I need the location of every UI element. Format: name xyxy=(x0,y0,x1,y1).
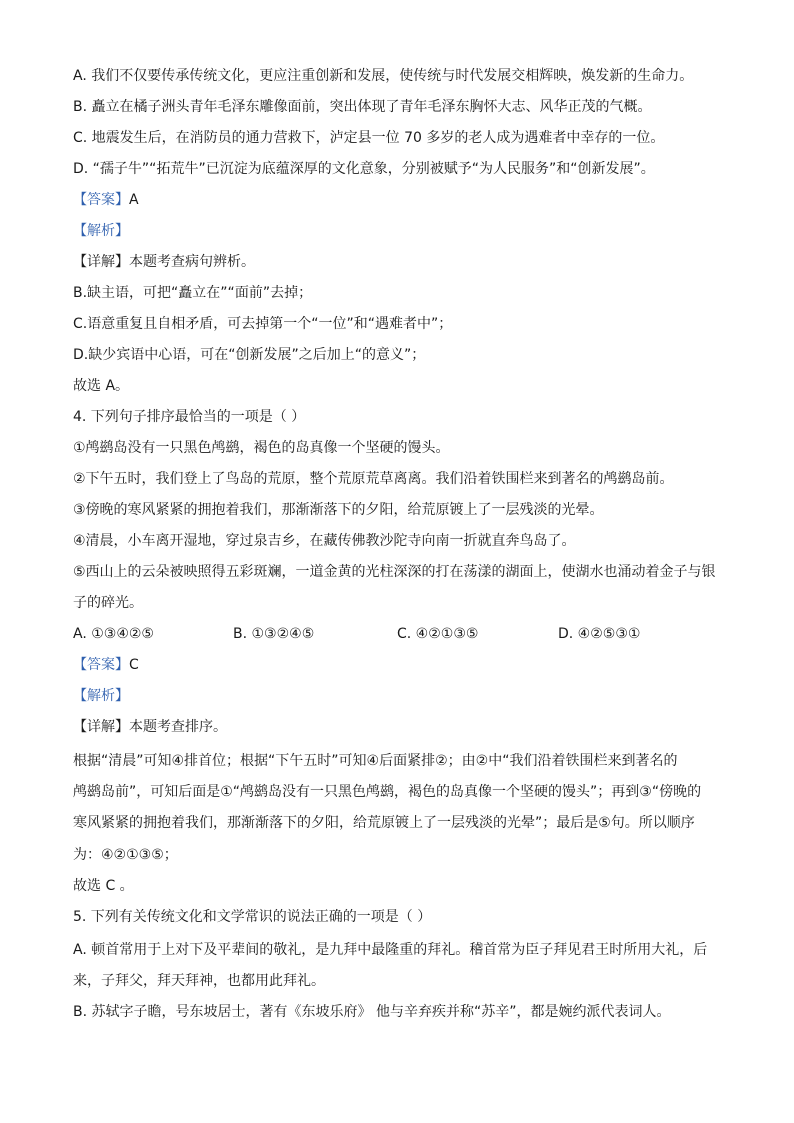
q4-sentence-3: ③傍晚的寒风紧紧的拥抱着我们，那渐渐落下的夕阳，给荒原镀上了一层残淡的光晕。 xyxy=(73,502,604,518)
q4-option-a: A. ①③④②⑤ xyxy=(73,626,154,642)
q4-detail-line1: 根据“清晨”可知④排首位；根据“下午五时”可知④后面紧排②；由②中“我们沿着铁围栏来到著名的 xyxy=(73,753,678,769)
q4-detail-line4: 为：④②①③⑤； xyxy=(73,847,178,863)
q4-detail-line3: 寒风紧紧的拥抱着我们，那渐渐落下的夕阳，给荒原镀上了一层残淡的光晕”；最后是⑤句。所以顺序 xyxy=(73,815,695,831)
q5-option-b: B. 苏轼字子瞻，号东坡居士，著有《东坡乐府》 他与辛弃疾并称“苏辛”，都是婉约派代表词人。 xyxy=(73,1004,671,1020)
q5-option-a-line1: A. 顿首常用于上对下及平辈间的敬礼，是九拜中最隆重的拜礼。稽首常为臣子拜见君王时所用大礼，后 xyxy=(73,942,708,958)
q4-conclusion: 故选 C 。 xyxy=(73,878,134,894)
answer-value: C xyxy=(129,657,139,673)
q3-conclusion: 故选 A。 xyxy=(73,378,130,394)
q3-detail-b: B.缺主语，可把“矗立在”“面前”去掉； xyxy=(73,285,313,301)
answer-value: A xyxy=(129,192,139,208)
q3-detail xyxy=(73,252,723,272)
answer-label: 【答案】 xyxy=(73,657,129,673)
detail-label: 【详解】 xyxy=(73,719,129,735)
q4-detail-line2: 鸬鹚岛前”，可知后面是①“鸬鹚岛没有一只黑色鸬鹚，褐色的岛真像一个坚硬的馒头”；再到③“傍晚的 xyxy=(73,784,702,800)
detail-intro: 本题考查排序。 xyxy=(129,719,227,735)
q4-sentence-4: ④清晨，小车离开湿地，穿过泉吉乡，在藏传佛教沙陀寺向南一折就直奔鸟岛了。 xyxy=(73,533,576,549)
q3-option-d: D. “孺子牛”“拓荒牛”已沉淀为底蕴深厚的文化意象，分别被赋予“为人民服务”和“创新发展”。 xyxy=(73,161,655,177)
q5-stem: 5. 下列有关传统文化和文学常识的说法正确的一项是（ ） xyxy=(73,909,432,925)
q3-option-a: A. 我们不仅要传承传统文化，更应注重创新和发展，使传统与时代发展交相辉映，焕发新的生命力。 xyxy=(73,68,694,84)
q4-detail xyxy=(73,717,723,737)
detail-label: 【详解】 xyxy=(73,254,129,270)
q4-sentence-1: ①鸬鹚岛没有一只黑色鸬鹚，褐色的岛真像一个坚硬的馒头。 xyxy=(73,440,450,456)
q4-option-d: D. ④②⑤③① xyxy=(558,626,641,642)
q3-detail-d: D.缺少宾语中心语，可在“创新发展”之后加上“的意义”； xyxy=(73,347,426,363)
answer-label: 【答案】 xyxy=(73,192,129,208)
q4-option-c: C. ④②①③⑤ xyxy=(397,626,479,642)
q3-option-c: C. 地震发生后，在消防员的通力营救下，泸定县一位 70 多岁的老人成为遇难者中幸存的一位。 xyxy=(73,130,665,146)
q4-stem: 4. 下列句子排序最恰当的一项是（ ） xyxy=(73,409,306,425)
q4-answer xyxy=(73,655,723,675)
q4-sentence-2: ②下午五时，我们登上了鸟岛的荒原，整个荒原荒草离离。我们沿着铁围栏来到著名的鸬鹚岛前。 xyxy=(73,471,674,487)
q4-option-b: B. ①③②④⑤ xyxy=(233,626,315,642)
q4-analysis-label: 【解析】 xyxy=(73,688,129,704)
q3-analysis-label: 【解析】 xyxy=(73,223,129,239)
detail-intro: 本题考查病句辨析。 xyxy=(129,254,255,270)
q3-answer xyxy=(73,190,723,210)
q5-option-a-line2: 来，子拜父，拜天拜神，也都用此拜礼。 xyxy=(73,973,325,989)
q4-sentence-5-line1: ⑤西山上的云朵被映照得五彩斑斓，一道金黄的光柱深深的打在荡漾的湖面上，使湖水也涌动着金子与银 xyxy=(73,564,716,580)
q4-options xyxy=(73,624,723,644)
q3-detail-c: C.语意重复且自相矛盾，可去掉第一个“一位”和“遇难者中”； xyxy=(73,316,453,332)
q3-option-b: B. 矗立在橘子洲头青年毛泽东雕像面前，突出体现了青年毛泽东胸怀大志、风华正茂的气概。 xyxy=(73,99,652,115)
q4-sentence-5-line2: 子的碎光。 xyxy=(73,595,143,611)
